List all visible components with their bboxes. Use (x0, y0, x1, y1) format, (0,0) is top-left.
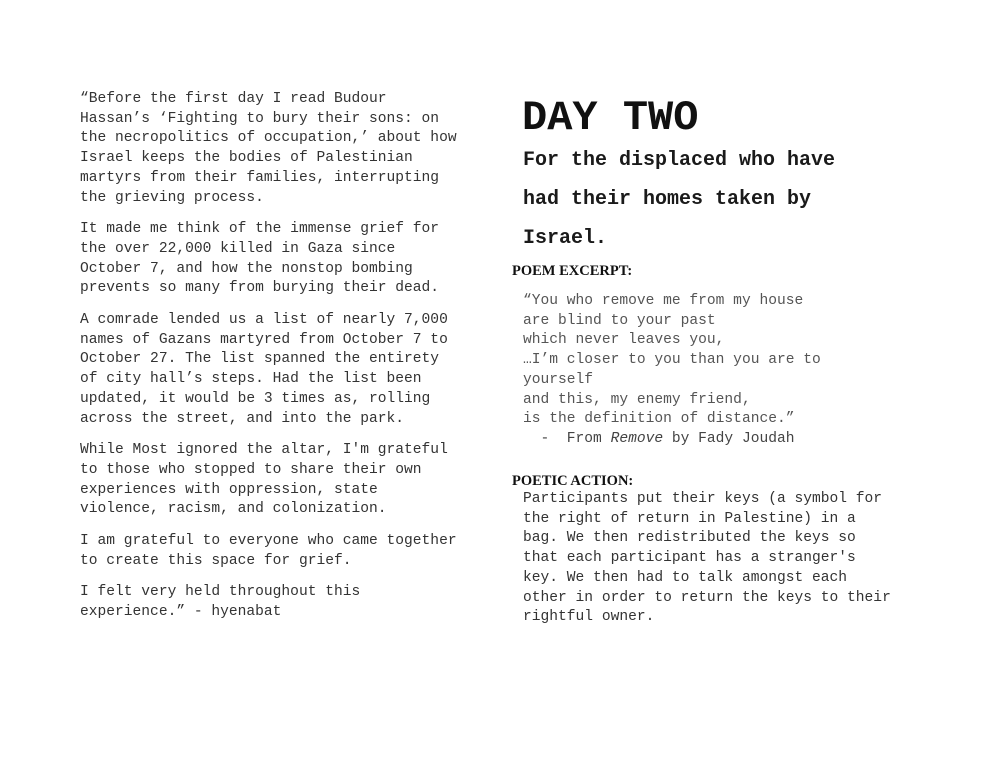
testimony-column (80, 90, 480, 635)
testimony-paragraph-1: “Before the first day I read Budour Hassan’s ‘Fighting to bury their sons: on the necropolitics of occupation,’ about how Israel keeps the bodies of Palestinian martyrs from their families, interrupting the grieving process. (80, 91, 457, 206)
testimony-paragraph-2: It made me think of the immense grief for the over 22,000 killed in Gaza since October 7, and how the nonstop bombing prevents so many from burying their dead. (80, 221, 440, 297)
poetic-action-text: Participants put their keys (a symbol for the right of return in Palestine) in a bag. We then redistributed the keys so that each participant has a stranger's key. We then had to talk amongst each other in order to return the keys to their rightful owner. (523, 491, 891, 626)
poem-line: and this, my enemy friend, (523, 391, 751, 408)
attribution-prefix: - From (523, 430, 611, 447)
testimony-paragraph-6: I felt very held throughout this experience.” - hyenabat (80, 584, 361, 621)
day-title: DAY TWO (522, 94, 699, 142)
poem-line: “You who remove me from my house (523, 293, 804, 309)
poem-line: is the definition of distance.” (523, 411, 795, 428)
poem-line: are blind to your past (523, 312, 716, 329)
poem-line: yourself (523, 371, 594, 388)
testimony-paragraph-5: I am grateful to everyone who came together to create this space for grief. (80, 533, 457, 569)
poem-line: which never leaves you, (523, 332, 725, 349)
poem-line: …I’m closer to you than you are to (523, 352, 821, 369)
attribution-author: by Fady Joudah (663, 430, 795, 447)
poem-excerpt (523, 292, 943, 450)
testimony-paragraph-3: A comrade lended us a list of nearly 7,000 names of Gazans martyred from October 7 to October 27. The list spanned the entirety of city hall’s steps. Had the list been updated, it would be 3 times as, rolling across the street, and into the park. (80, 312, 448, 427)
poem-attribution (523, 430, 943, 450)
testimony-paragraph-4: While Most ignored the altar, I'm grateful to those who stopped to share their own experiences with oppression, state violence, racism, and colonization. (80, 442, 448, 518)
attribution-work-title: Remove (610, 430, 664, 447)
poem-excerpt-heading: POEM EXCERPT: (512, 263, 633, 279)
poetic-action-heading: POETIC ACTION: (512, 473, 634, 489)
dedication-subtitle: For the displaced who have had their homes taken by Israel. (523, 149, 836, 250)
